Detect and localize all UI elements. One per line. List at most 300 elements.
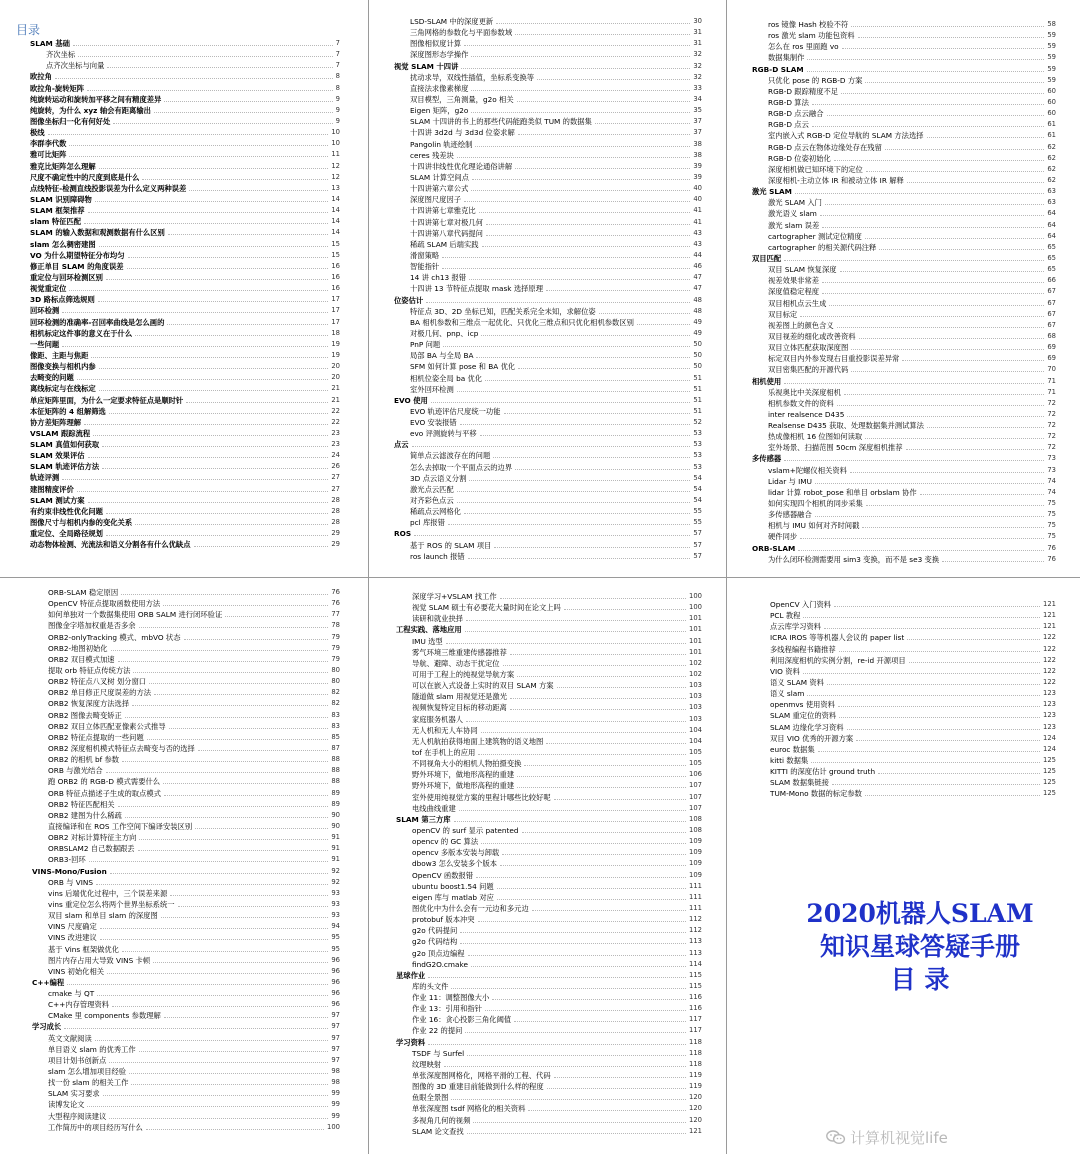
toc-section[interactable] [0, 216, 364, 227]
toc-entry[interactable] [372, 714, 726, 725]
toc-entry[interactable] [730, 242, 1080, 253]
toc-entry[interactable] [372, 94, 726, 105]
toc-entry[interactable] [0, 899, 364, 910]
toc-section[interactable] [0, 350, 364, 361]
toc-entry[interactable] [372, 406, 726, 417]
toc-entry[interactable] [0, 1077, 364, 1088]
toc-section[interactable] [0, 866, 364, 877]
toc-section[interactable] [0, 328, 364, 339]
toc-section[interactable] [372, 439, 726, 450]
toc-section[interactable] [0, 250, 364, 261]
toc-entry[interactable] [372, 758, 726, 769]
toc-entry[interactable] [730, 264, 1080, 275]
toc-page-number: 19 [331, 339, 340, 348]
toc-entry[interactable] [0, 810, 364, 821]
toc-entry[interactable] [372, 484, 726, 495]
toc-section[interactable] [0, 539, 364, 550]
toc-entry[interactable] [730, 710, 1080, 721]
toc-page-number: 119 [689, 1071, 702, 1080]
toc-entry[interactable] [372, 881, 726, 892]
toc-entry[interactable] [372, 172, 726, 183]
toc-entry[interactable] [372, 194, 726, 205]
toc-entry[interactable] [372, 1103, 726, 1114]
toc-entry[interactable] [0, 832, 364, 843]
toc-entry[interactable] [730, 610, 1080, 621]
toc-entry[interactable] [730, 520, 1080, 531]
toc-section[interactable] [0, 261, 364, 272]
toc-section[interactable] [0, 439, 364, 450]
toc-page-number: 71 [1047, 376, 1056, 385]
toc-entry[interactable] [0, 743, 364, 754]
toc-section[interactable] [0, 428, 364, 439]
toc-entry[interactable] [372, 317, 726, 328]
toc-section[interactable] [730, 253, 1080, 264]
toc-entry[interactable] [372, 1003, 726, 1014]
toc-section[interactable] [372, 814, 726, 825]
toc-entry[interactable] [0, 955, 364, 966]
toc-page-number: 53 [693, 462, 702, 471]
toc-entry[interactable] [372, 1059, 726, 1070]
toc-entry[interactable] [372, 1115, 726, 1126]
toc-page-number: 28 [331, 495, 340, 504]
toc-section[interactable] [0, 450, 364, 461]
toc-entry[interactable] [730, 130, 1080, 141]
toc-entry[interactable] [372, 903, 726, 914]
toc-leader-dots [131, 1084, 328, 1085]
toc-leader-dots [858, 37, 1044, 38]
toc-page-number: 44 [693, 250, 702, 259]
toc-entry[interactable] [730, 309, 1080, 320]
toc-entry[interactable] [0, 776, 364, 787]
toc-entry[interactable] [372, 725, 726, 736]
toc-entry[interactable] [730, 666, 1080, 677]
toc-entry[interactable] [372, 803, 726, 814]
toc-section[interactable] [0, 305, 364, 316]
toc-entry[interactable] [0, 888, 364, 899]
toc-section[interactable] [0, 272, 364, 283]
toc-entry[interactable] [730, 86, 1080, 97]
toc-entry[interactable] [372, 38, 726, 49]
toc-entry[interactable] [372, 825, 726, 836]
toc-entry[interactable] [372, 517, 726, 528]
toc-section[interactable] [0, 116, 364, 127]
toc-entry[interactable] [0, 587, 364, 598]
toc-page-number: 55 [693, 507, 702, 516]
toc-entry[interactable] [730, 331, 1080, 342]
toc-entry-title: 扰动求导，双线性插值，坐标系变换等 [410, 72, 535, 82]
toc-section[interactable] [0, 138, 364, 149]
toc-entry[interactable] [372, 1048, 726, 1059]
toc-entry[interactable] [372, 384, 726, 395]
toc-leader-dots [637, 324, 690, 325]
toc-section[interactable] [0, 239, 364, 250]
toc-entry[interactable] [730, 755, 1080, 766]
toc-entry[interactable] [372, 139, 726, 150]
toc-entry[interactable] [0, 676, 364, 687]
toc-entry[interactable] [730, 699, 1080, 710]
toc-entry[interactable] [372, 959, 726, 970]
toc-entry[interactable] [372, 16, 726, 27]
toc-entry[interactable] [372, 217, 726, 228]
toc-section[interactable] [0, 205, 364, 216]
toc-entry[interactable] [730, 231, 1080, 242]
toc-entry[interactable] [372, 870, 726, 881]
toc-entry[interactable] [372, 925, 726, 936]
toc-entry[interactable] [0, 620, 364, 631]
toc-entry[interactable] [730, 342, 1080, 353]
toc-section[interactable] [0, 194, 364, 205]
toc-page-number: 72 [1047, 398, 1056, 407]
toc-entry[interactable] [0, 49, 364, 60]
toc-page-number: 91 [331, 855, 340, 864]
toc-entry[interactable] [372, 1126, 726, 1137]
toc-entry[interactable] [372, 361, 726, 372]
toc-entry[interactable] [730, 175, 1080, 186]
toc-entry[interactable] [372, 161, 726, 172]
toc-entry[interactable] [372, 462, 726, 473]
toc-section[interactable] [0, 172, 364, 183]
toc-section[interactable] [0, 484, 364, 495]
toc-entry[interactable] [730, 97, 1080, 108]
toc-section[interactable] [0, 406, 364, 417]
toc-entry[interactable] [372, 116, 726, 127]
toc-entry[interactable] [372, 836, 726, 847]
toc-entry[interactable] [372, 747, 726, 758]
toc-entry[interactable] [372, 473, 726, 484]
toc-entry[interactable] [372, 72, 726, 83]
toc-entry[interactable] [730, 442, 1080, 453]
toc-entry[interactable] [0, 721, 364, 732]
toc-entry[interactable] [0, 921, 364, 932]
toc-entry[interactable] [372, 272, 726, 283]
toc-entry[interactable] [0, 632, 364, 643]
toc-leader-dots [443, 346, 690, 347]
toc-entry[interactable] [372, 551, 726, 562]
toc-entry[interactable] [372, 328, 726, 339]
toc-section[interactable] [0, 383, 364, 394]
toc-section[interactable] [0, 528, 364, 539]
toc-section[interactable] [372, 61, 726, 72]
toc-section[interactable] [0, 1021, 364, 1032]
toc-entry[interactable] [0, 944, 364, 955]
toc-entry-title: 图像尺寸与相机内参的变化关系 [30, 518, 133, 528]
toc-entry[interactable] [0, 799, 364, 810]
toc-leader-dots [838, 706, 1040, 707]
toc-entry[interactable] [0, 698, 364, 709]
toc-entry[interactable] [0, 821, 364, 832]
toc-entry[interactable] [372, 83, 726, 94]
toc-entry-title: RGB-D SLAM [752, 64, 804, 74]
toc-entry[interactable] [372, 992, 726, 1003]
toc-section[interactable] [0, 361, 364, 372]
toc-section[interactable] [372, 624, 726, 635]
toc-leader-dots [834, 160, 1044, 161]
toc-section[interactable] [0, 38, 364, 49]
toc-entry[interactable] [372, 1092, 726, 1103]
toc-leader-dots [465, 631, 686, 632]
toc-entry-title: 双目密集匹配的开源代码 [768, 365, 849, 375]
toc-entry[interactable] [730, 197, 1080, 208]
toc-entry[interactable] [730, 398, 1080, 409]
toc-entry[interactable] [0, 732, 364, 743]
toc-entry[interactable] [0, 877, 364, 888]
toc-leader-dots [595, 123, 690, 124]
toc-entry[interactable] [0, 1099, 364, 1110]
toc-entry-title: 数据集制作 [768, 53, 805, 63]
toc-page-number: 83 [331, 721, 340, 730]
toc-entry[interactable] [730, 298, 1080, 309]
toc-section[interactable] [0, 517, 364, 528]
toc-entry[interactable] [730, 632, 1080, 643]
toc-leader-dots [127, 268, 328, 269]
toc-section[interactable] [730, 453, 1080, 464]
toc-entry[interactable] [372, 769, 726, 780]
toc-entry[interactable] [730, 153, 1080, 164]
toc-entry[interactable] [372, 373, 726, 384]
toc-section[interactable] [372, 970, 726, 981]
toc-entry[interactable] [372, 1025, 726, 1036]
toc-entry[interactable] [372, 506, 726, 517]
toc-section[interactable] [0, 149, 364, 160]
toc-entry[interactable] [0, 1122, 364, 1133]
toc-entry[interactable] [372, 283, 726, 294]
toc-entry[interactable] [372, 936, 726, 947]
toc-leader-dots [189, 190, 328, 191]
toc-entry[interactable] [0, 754, 364, 765]
toc-entry[interactable] [372, 736, 726, 747]
toc-entry[interactable] [730, 621, 1080, 632]
toc-entry[interactable] [730, 52, 1080, 63]
toc-entry[interactable] [730, 75, 1080, 86]
toc-entry[interactable] [730, 531, 1080, 542]
toc-entry[interactable] [372, 847, 726, 858]
toc-section[interactable] [0, 506, 364, 517]
toc-section[interactable] [0, 372, 364, 383]
toc-entry[interactable] [730, 387, 1080, 398]
toc-entry[interactable] [372, 306, 726, 317]
toc-entry[interactable] [730, 30, 1080, 41]
toc-section[interactable] [0, 161, 364, 172]
toc-page-number: 96 [331, 977, 340, 986]
toc-entry[interactable] [730, 220, 1080, 231]
toc-leader-dots [67, 984, 328, 985]
toc-page-number: 64 [1047, 231, 1056, 240]
toc-entry[interactable] [372, 339, 726, 350]
toc-entry[interactable] [372, 892, 726, 903]
toc-entry[interactable] [372, 495, 726, 506]
toc-section[interactable] [0, 294, 364, 305]
toc-section[interactable] [0, 283, 364, 294]
toc-section[interactable] [0, 227, 364, 238]
toc-entry[interactable] [730, 509, 1080, 520]
toc-section[interactable] [0, 94, 364, 105]
toc-entry[interactable] [372, 540, 726, 551]
toc-section[interactable] [730, 64, 1080, 75]
toc-entry[interactable] [730, 644, 1080, 655]
toc-entry[interactable] [730, 275, 1080, 286]
toc-entry[interactable] [730, 142, 1080, 153]
toc-entry[interactable] [372, 680, 726, 691]
toc-entry[interactable] [372, 205, 726, 216]
toc-entry[interactable] [0, 932, 364, 943]
toc-entry[interactable] [730, 487, 1080, 498]
toc-entry[interactable] [372, 702, 726, 713]
toc-section[interactable] [0, 417, 364, 428]
toc-entry[interactable] [0, 843, 364, 854]
toc-entry[interactable] [730, 766, 1080, 777]
toc-heading: 目录 [16, 23, 41, 37]
toc-entry[interactable] [0, 598, 364, 609]
toc-entry[interactable] [372, 669, 726, 680]
toc-entry[interactable] [0, 60, 364, 71]
toc-section[interactable] [372, 295, 726, 306]
toc-entry[interactable] [730, 777, 1080, 788]
toc-entry[interactable] [372, 914, 726, 925]
toc-section[interactable] [0, 127, 364, 138]
toc-section[interactable] [0, 395, 364, 406]
toc-entry[interactable] [730, 599, 1080, 610]
toc-entry[interactable] [0, 1010, 364, 1021]
toc-entry[interactable] [0, 966, 364, 977]
toc-entry[interactable] [372, 647, 726, 658]
toc-entry[interactable] [372, 228, 726, 239]
toc-entry[interactable] [730, 655, 1080, 666]
toc-entry[interactable] [0, 999, 364, 1010]
toc-entry[interactable] [372, 613, 726, 624]
toc-entry[interactable] [730, 733, 1080, 744]
toc-section[interactable] [372, 528, 726, 539]
toc-entry[interactable] [372, 27, 726, 38]
toc-entry[interactable] [372, 350, 726, 361]
toc-entry[interactable] [0, 1111, 364, 1122]
toc-entry[interactable] [730, 364, 1080, 375]
toc-entry[interactable] [0, 1055, 364, 1066]
toc-entry[interactable] [0, 609, 364, 620]
toc-leader-dots [902, 360, 1044, 361]
toc-entry[interactable] [372, 183, 726, 194]
toc-entry[interactable] [372, 792, 726, 803]
toc-entry[interactable] [0, 854, 364, 865]
toc-page-number: 99 [331, 1111, 340, 1120]
toc-entry[interactable] [730, 498, 1080, 509]
toc-entry[interactable] [730, 476, 1080, 487]
toc-entry[interactable] [372, 658, 726, 669]
toc-entry-title: 回环检测 [30, 306, 60, 316]
toc-entry[interactable] [372, 417, 726, 428]
toc-section[interactable] [0, 105, 364, 116]
toc-leader-dots [466, 620, 686, 621]
toc-section[interactable] [0, 339, 364, 350]
toc-entry[interactable] [372, 1081, 726, 1092]
toc-entry[interactable] [730, 677, 1080, 688]
toc-section[interactable] [0, 183, 364, 194]
toc-entry[interactable] [0, 788, 364, 799]
toc-entry[interactable] [0, 1044, 364, 1055]
toc-page-number: 98 [331, 1067, 340, 1076]
toc-entry[interactable] [0, 1033, 364, 1044]
toc-page-number: 16 [331, 272, 340, 281]
toc-entry[interactable] [0, 665, 364, 676]
toc-section[interactable] [0, 495, 364, 506]
toc-entry[interactable] [372, 105, 726, 116]
toc-entry[interactable] [730, 353, 1080, 364]
toc-entry[interactable] [730, 722, 1080, 733]
toc-entry[interactable] [730, 431, 1080, 442]
toc-entry[interactable] [372, 591, 726, 602]
toc-section[interactable] [0, 317, 364, 328]
toc-section[interactable] [0, 472, 364, 483]
toc-entry[interactable] [730, 465, 1080, 476]
toc-entry[interactable] [0, 654, 364, 665]
toc-section[interactable] [730, 376, 1080, 387]
toc-entry[interactable] [730, 286, 1080, 297]
toc-entry[interactable] [0, 710, 364, 721]
toc-entry[interactable] [372, 261, 726, 272]
toc-entry-title: 纹理映射 [412, 1059, 442, 1069]
toc-entry[interactable] [0, 1088, 364, 1099]
toc-entry[interactable] [730, 108, 1080, 119]
toc-entry[interactable] [372, 127, 726, 138]
toc-entry[interactable] [730, 320, 1080, 331]
toc-section[interactable] [0, 461, 364, 472]
toc-entry[interactable] [0, 1066, 364, 1077]
toc-entry[interactable] [730, 208, 1080, 219]
toc-entry[interactable] [0, 687, 364, 698]
toc-section[interactable] [0, 977, 364, 988]
toc-entry[interactable] [372, 49, 726, 60]
toc-entry[interactable] [730, 41, 1080, 52]
toc-entry[interactable] [730, 420, 1080, 431]
toc-section[interactable] [372, 395, 726, 406]
toc-entry[interactable] [730, 164, 1080, 175]
toc-entry[interactable] [372, 780, 726, 791]
toc-entry[interactable] [372, 858, 726, 869]
toc-entry[interactable] [730, 688, 1080, 699]
toc-entry[interactable] [372, 948, 726, 959]
toc-section[interactable] [730, 543, 1080, 554]
toc-section[interactable] [0, 71, 364, 82]
toc-entry[interactable] [730, 788, 1080, 799]
toc-entry[interactable] [0, 988, 364, 999]
toc-entry[interactable] [372, 450, 726, 461]
toc-section[interactable] [730, 186, 1080, 197]
toc-entry[interactable] [372, 428, 726, 439]
toc-entry[interactable] [730, 554, 1080, 565]
toc-entry[interactable] [0, 765, 364, 776]
toc-section[interactable] [0, 83, 364, 94]
toc-entry[interactable] [372, 691, 726, 702]
toc-entry[interactable] [372, 1014, 726, 1025]
toc-entry[interactable] [372, 250, 726, 261]
toc-entry[interactable] [372, 1070, 726, 1081]
toc-page-number: 66 [1047, 276, 1056, 285]
toc-entry[interactable] [730, 19, 1080, 30]
toc-entry[interactable] [730, 119, 1080, 130]
toc-section[interactable] [372, 1037, 726, 1048]
toc-entry-title: ORB2 双目立体匹配亚像素公式推导 [48, 721, 166, 731]
toc-entry[interactable] [0, 910, 364, 921]
toc-leader-dots [517, 787, 686, 788]
toc-entry[interactable] [730, 409, 1080, 420]
toc-entry[interactable] [0, 643, 364, 654]
toc-entry[interactable] [372, 636, 726, 647]
toc-entry[interactable] [730, 744, 1080, 755]
toc-entry[interactable] [372, 981, 726, 992]
toc-leader-dots [784, 460, 1044, 461]
toc-entry[interactable] [372, 602, 726, 613]
toc-entry[interactable] [372, 150, 726, 161]
toc-entry[interactable] [372, 239, 726, 250]
